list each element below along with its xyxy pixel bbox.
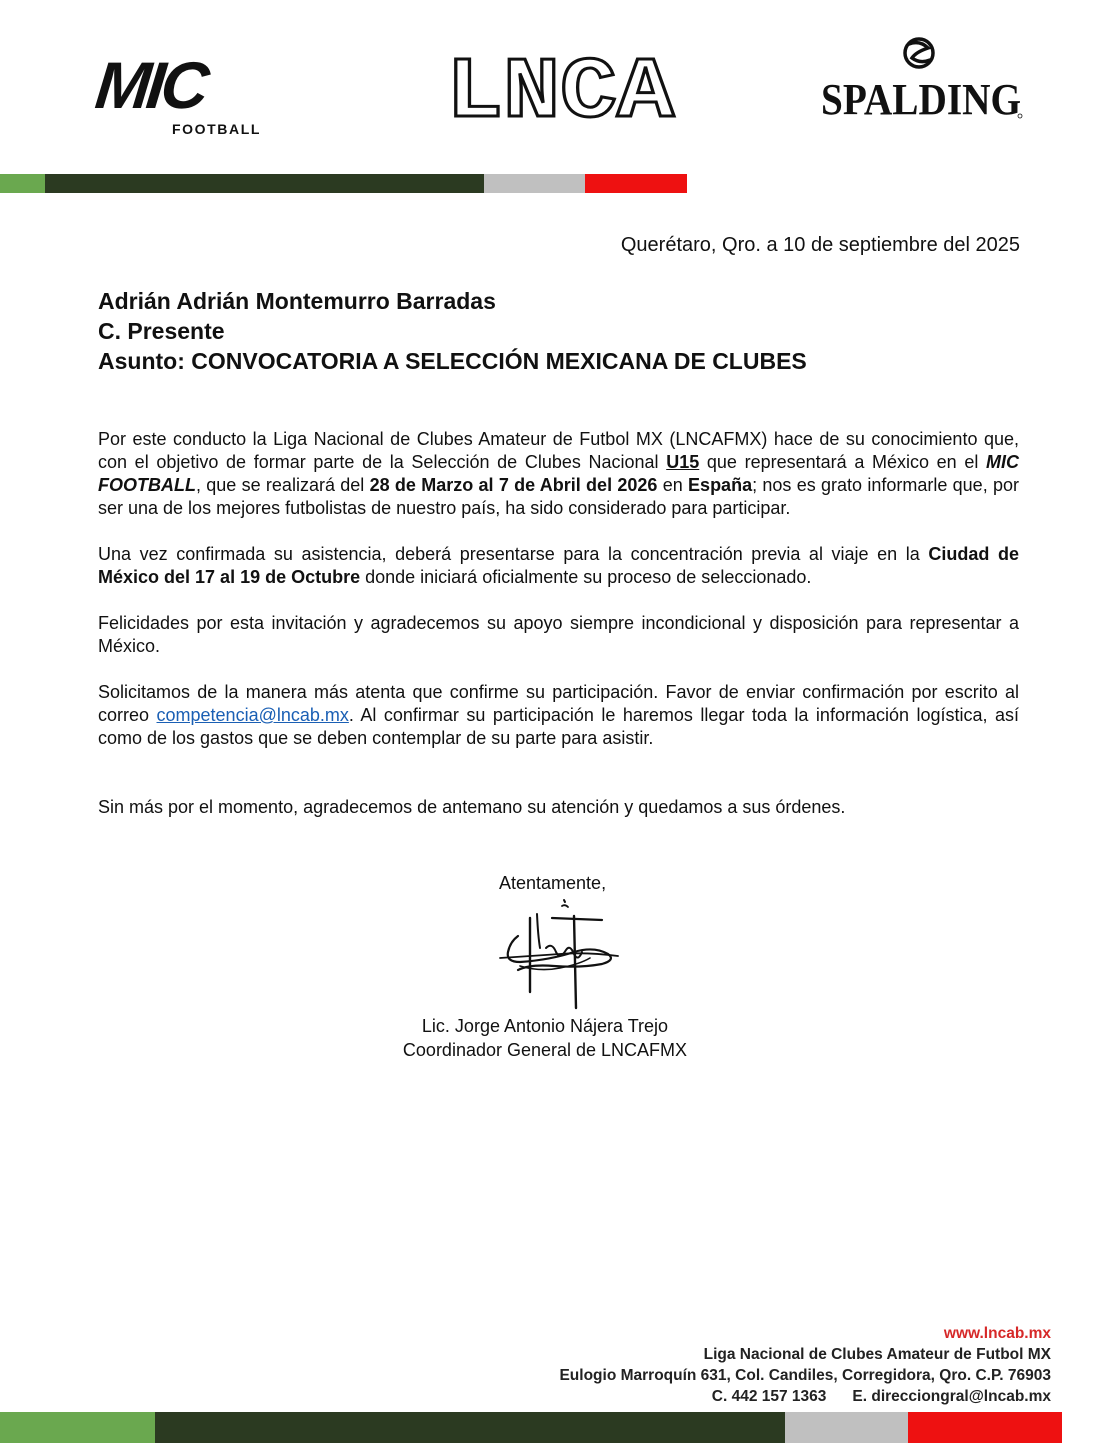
paragraph-invitation: Por este conducto la Liga Nacional de Clubes Amateur de Futbol MX (LNCAFMX) hace de su conocimiento que, con el objetivo de formar parte de la Selección de Clubes Nacional U15 que representará a México en el MIC FOOTBALL, que se realizará del 28 de Marzo al 7 de Abril del 2026 en España; nos es grato informarle que, por ser una de los mejores futbolistas de nuestro país, ha sido considerado para participar.	[98, 429, 1020, 518]
mic-logo-subtitle: FOOTBALL	[172, 121, 262, 137]
bar-segment-red	[585, 174, 687, 193]
bar-segment-gray	[484, 174, 585, 193]
header-color-bar	[0, 174, 687, 193]
lnca-logo	[442, 48, 678, 128]
letter-subject: Asunto: CONVOCATORIA A SELECCIÓN MEXICANA DE CLUBES	[98, 348, 807, 374]
bar-segment-dark-green	[45, 174, 484, 193]
letter-body	[98, 428, 1019, 842]
spalding-ball-icon	[905, 39, 933, 67]
spalding-logo	[816, 36, 1026, 126]
event-dates: 28 de Marzo al 7 de Abril del 2026	[369, 475, 658, 495]
signer-name: Lic. Jorge Antonio Nájera Trejo	[421, 1016, 669, 1036]
event-country: España	[688, 475, 753, 495]
footer-website-link[interactable]: www.lncab.mx	[943, 1325, 1051, 1342]
signoff: Atentamente,	[499, 873, 607, 893]
recipient-name: Adrián Adrián Montemurro Barradas	[98, 288, 496, 314]
paragraph-closing: Sin más por el momento, agradecemos de antemano su atención y quedamos a sus órdenes.	[98, 797, 846, 817]
bar-segment-gray	[785, 1412, 908, 1443]
signer-title: Coordinador General de LNCAFMX	[402, 1040, 688, 1060]
mic-logo-word: MIC	[92, 48, 209, 122]
footer-contacts	[559, 1386, 1051, 1407]
paragraph-concentration: Una vez confirmada su asistencia, deberá presentarse para la concentración previa al viaje en la Ciudad de México del 17 al 19 de Octubre donde iniciará oficialmente su proceso de seleccionado.	[98, 544, 1019, 587]
bar-segment-red	[908, 1412, 1062, 1443]
paragraph-congratulations: Felicidades por esta invitación y agradecemos su apoyo siempre incondicional y disposición para representar a México.	[98, 613, 1019, 656]
category-label: U15	[666, 452, 700, 472]
footer-phone: C. 442 157 1363	[711, 1388, 827, 1405]
signer-block	[380, 1014, 710, 1062]
footer-address: Eulogio Marroquín 631, Col. Candiles, Corregidora, Qro. C.P. 76903	[559, 1367, 1051, 1384]
letter-date: Querétaro, Qro. a 10 de septiembre del 2025	[620, 234, 1020, 256]
concentration-place: Ciudad de México del 17 al 19 de Octubre	[98, 544, 1019, 587]
confirmation-email-link[interactable]: competencia@lncab.mx	[156, 705, 349, 725]
bar-segment-dark-green	[155, 1412, 785, 1443]
footer-organization: Liga Nacional de Clubes Amateur de Futbol MX	[703, 1346, 1051, 1363]
handwritten-signature	[490, 896, 626, 1010]
paragraph-confirmation: Solicitamos de la manera más atenta que confirme su participación. Favor de enviar confirmación por escrito al correo competencia@lncab.mx. Al confirmar su participación le haremos llegar toda la información logística, así como de los gastos que se deben contemplar de su parte para asistir.	[98, 682, 1019, 748]
signature-graphic	[490, 896, 626, 1010]
spalding-logo-graphic	[816, 36, 1026, 126]
recipient-title: C. Presente	[98, 318, 225, 344]
lnca-logo-graphic	[442, 48, 678, 128]
mic-football-logo	[92, 48, 266, 140]
lnca-logo-text: LNCA	[446, 48, 675, 128]
footer-color-bar	[0, 1412, 1062, 1443]
bar-segment-green	[0, 1412, 155, 1443]
addressee-block	[98, 286, 807, 376]
footer-email[interactable]: E. direcciongral@lncab.mx	[852, 1388, 1051, 1405]
event-name: MIC FOOTBALL	[98, 452, 1020, 495]
bar-segment-green	[0, 174, 45, 193]
footer-contact-block	[559, 1323, 1051, 1407]
spalding-logo-text: SPALDING	[821, 75, 1021, 124]
